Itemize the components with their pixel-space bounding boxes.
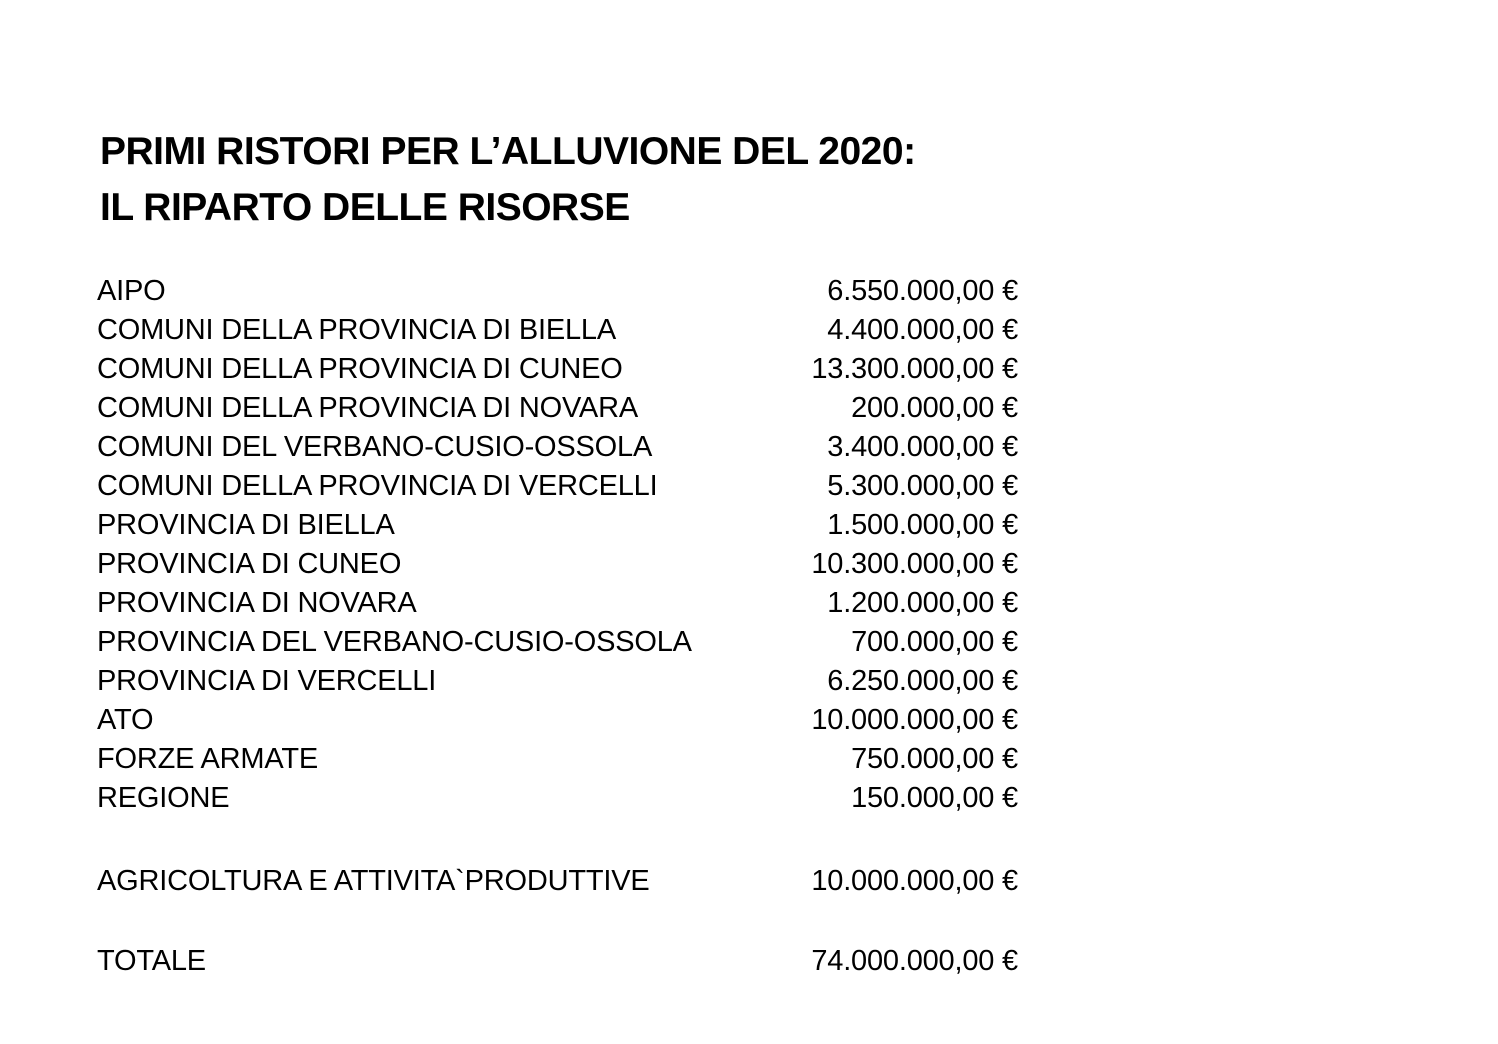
entity-label: AIPO [97, 275, 166, 307]
amount-value: 200.000,00 € [851, 392, 1018, 424]
table-row [97, 506, 1018, 545]
entity-label: COMUNI DELLA PROVINCIA DI NOVARA [97, 392, 638, 424]
amount-value: 10.300.000,00 € [811, 548, 1018, 580]
table-row [97, 662, 1018, 701]
amount-value: 1.500.000,00 € [827, 509, 1018, 541]
amount-value: 74.000.000,00 € [811, 945, 1018, 977]
entity-label: TOTALE [97, 945, 206, 977]
table-row [97, 389, 1018, 428]
table-row [97, 942, 1018, 981]
amount-value: 5.300.000,00 € [827, 470, 1018, 502]
entity-label: FORZE ARMATE [97, 743, 319, 775]
row-spacer [97, 818, 1018, 862]
amount-value: 13.300.000,00 € [811, 353, 1018, 385]
entity-label: AGRICOLTURA E ATTIVITA`PRODUTTIVE [97, 865, 650, 897]
entity-label: COMUNI DELLA PROVINCIA DI CUNEO [97, 353, 623, 385]
page-title-line-2: IL RIPARTO DELLE RISORSE [100, 186, 630, 229]
table-row [97, 779, 1018, 818]
page-title [100, 124, 916, 236]
table-row [97, 350, 1018, 389]
entity-label: ATO [97, 704, 154, 736]
amount-value: 150.000,00 € [851, 782, 1018, 814]
entity-label: COMUNI DELLA PROVINCIA DI VERCELLI [97, 470, 658, 502]
table-row [97, 311, 1018, 350]
amount-value: 700.000,00 € [851, 626, 1018, 658]
amount-value: 10.000.000,00 € [811, 704, 1018, 736]
table-row [97, 467, 1018, 506]
amount-value: 10.000.000,00 € [811, 865, 1018, 897]
amount-value: 4.400.000,00 € [827, 314, 1018, 346]
amount-value: 6.550.000,00 € [827, 275, 1018, 307]
row-spacer [97, 901, 1018, 942]
entity-label: COMUNI DELLA PROVINCIA DI BIELLA [97, 314, 616, 346]
table-row [97, 428, 1018, 467]
entity-label: PROVINCIA DEL VERBANO-CUSIO-OSSOLA [97, 626, 692, 658]
amount-value: 6.250.000,00 € [827, 665, 1018, 697]
allocation-list [97, 272, 1018, 981]
table-row [97, 862, 1018, 901]
entity-label: PROVINCIA DI VERCELLI [97, 665, 437, 697]
amount-value: 3.400.000,00 € [827, 431, 1018, 463]
table-row [97, 545, 1018, 584]
table-row [97, 623, 1018, 662]
table-row [97, 272, 1018, 311]
amount-value: 750.000,00 € [851, 743, 1018, 775]
page-title-line-1: PRIMI RISTORI PER L’ALLUVIONE DEL 2020: [100, 130, 916, 173]
entity-label: PROVINCIA DI CUNEO [97, 548, 402, 580]
entity-label: PROVINCIA DI NOVARA [97, 587, 417, 619]
table-row [97, 701, 1018, 740]
table-row [97, 584, 1018, 623]
amount-value: 1.200.000,00 € [827, 587, 1018, 619]
entity-label: REGIONE [97, 782, 230, 814]
table-row [97, 740, 1018, 779]
entity-label: COMUNI DEL VERBANO-CUSIO-OSSOLA [97, 431, 653, 463]
entity-label: PROVINCIA DI BIELLA [97, 509, 395, 541]
